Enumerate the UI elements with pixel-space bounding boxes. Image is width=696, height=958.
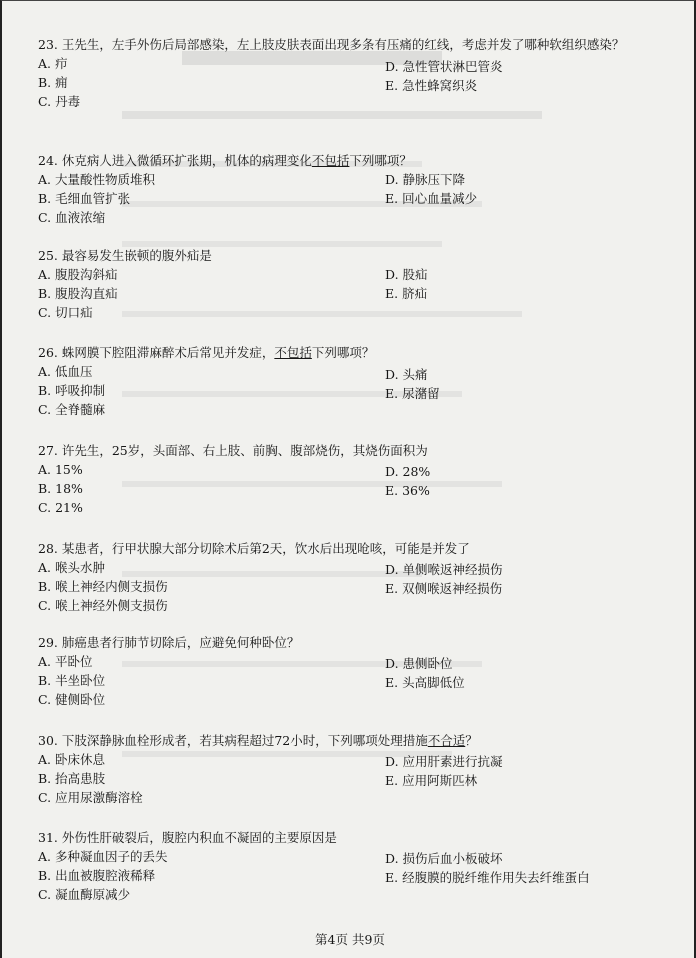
option-e: E. 双侧喉返神经损伤: [385, 581, 503, 596]
question-26: [38, 343, 678, 419]
option-d: D. 急性管状淋巴管炎: [385, 59, 503, 74]
option-b: B. 呼吸抑制: [38, 383, 106, 398]
option-d: D. 患侧卧位: [385, 656, 453, 671]
question-23: [38, 35, 678, 111]
option-c: C. 喉上神经外侧支损伤: [38, 598, 168, 613]
question-28: [38, 539, 678, 615]
option-d: D. 股疝: [385, 267, 428, 282]
option-e: E. 经腹膜的脱纤维作用失去纤维蛋白: [385, 870, 590, 885]
question-stem: 23. 王先生，左手外伤后局部感染，左上肢皮肤表面出现多条有压痛的红线，考虑并发了哪种软组织感染？: [38, 37, 625, 52]
option-e: E. 头高脚低位: [385, 675, 465, 690]
option-b: B. 毛细血管扩张: [38, 191, 131, 206]
option-c: C. 全脊髓麻: [38, 402, 106, 417]
stem-text: 下列哪项？: [349, 153, 412, 168]
option-d: D. 28%: [385, 464, 431, 479]
question-29: [38, 633, 678, 709]
option-d: D. 损伤后血小板破坏: [385, 851, 503, 866]
option-c: C. 健侧卧位: [38, 692, 106, 707]
option-a: A. 多种凝血因子的丢失: [38, 849, 168, 864]
option-d: D. 单侧喉返神经损伤: [385, 562, 503, 577]
stem-text: 30. 下肢深静脉血栓形成者，若其病程超过72小时，下列哪项处理措施: [38, 733, 428, 748]
option-d: D. 静脉压下降: [385, 172, 466, 187]
question-stem: [38, 731, 678, 750]
option-a: A. 平卧位: [38, 654, 93, 669]
question-25: [38, 246, 678, 322]
option-c: C. 切口疝: [38, 305, 93, 320]
option-b: B. 腹股沟直疝: [38, 286, 118, 301]
question-stem: 25. 最容易发生嵌顿的腹外疝是: [38, 248, 212, 263]
option-e: E. 回心血量减少: [385, 191, 478, 206]
option-a: A. 喉头水肿: [38, 560, 105, 575]
question-27: [38, 441, 678, 517]
page-footer: 第4页 共9页: [315, 932, 385, 947]
option-a: A. 疖: [38, 56, 68, 71]
option-e: E. 应用阿斯匹林: [385, 773, 478, 788]
option-c: C. 应用尿激酶溶栓: [38, 790, 143, 805]
question-stem: [38, 151, 678, 170]
option-e: E. 脐疝: [385, 286, 428, 301]
question-stem: 28. 某患者，行甲状腺大部分切除术后第2天，饮水后出现呛咳，可能是并发了: [38, 541, 470, 556]
option-b: B. 喉上神经内侧支损伤: [38, 579, 168, 594]
stem-emphasis: 不包括: [311, 153, 350, 168]
option-b: B. 痈: [38, 75, 68, 90]
option-b: B. 18%: [38, 481, 83, 496]
option-d: D. 头痛: [385, 367, 428, 382]
stem-text: 26. 蛛网膜下腔阻滞麻醉术后常见并发症，: [38, 345, 275, 360]
stem-text: 下列哪项？: [311, 345, 375, 360]
option-a: A. 15%: [38, 462, 83, 477]
option-b: B. 抬高患肢: [38, 771, 106, 786]
option-a: A. 卧床休息: [38, 752, 105, 767]
option-e: E. 尿潴留: [385, 386, 440, 401]
question-stem: [38, 343, 678, 362]
question-31: [38, 828, 678, 904]
option-c: C. 凝血酶原减少: [38, 887, 131, 902]
stem-text: ？: [465, 733, 478, 748]
option-a: A. 低血压: [38, 364, 93, 379]
question-30: [38, 731, 678, 807]
stem-text: 24. 休克病人进入微循环扩张期，机体的病理变化: [38, 153, 312, 168]
option-b: B. 半坐卧位: [38, 673, 106, 688]
option-d: D. 应用肝素进行抗凝: [385, 754, 503, 769]
option-c: C. 丹毒: [38, 94, 81, 109]
option-c: C. 21%: [38, 500, 83, 515]
question-stem: 31. 外伤性肝破裂后，腹腔内积血不凝固的主要原因是: [38, 830, 337, 845]
stem-emphasis: 不包括: [274, 345, 312, 360]
question-stem: 27. 许先生，25岁，头面部、右上肢、前胸、腹部烧伤，其烧伤面积为: [38, 443, 428, 458]
stem-emphasis: 不合适: [427, 733, 466, 748]
option-b: B. 出血被腹腔液稀释: [38, 868, 156, 883]
option-e: E. 36%: [385, 483, 430, 498]
question-stem: 29. 肺癌患者行肺节切除后，应避免何种卧位？: [38, 635, 300, 650]
option-c: C. 血液浓缩: [38, 210, 106, 225]
option-a: A. 腹股沟斜疝: [38, 267, 118, 282]
question-24: [38, 151, 678, 227]
option-a: A. 大量酸性物质堆积: [38, 172, 155, 187]
option-e: E. 急性蜂窝织炎: [385, 78, 478, 93]
